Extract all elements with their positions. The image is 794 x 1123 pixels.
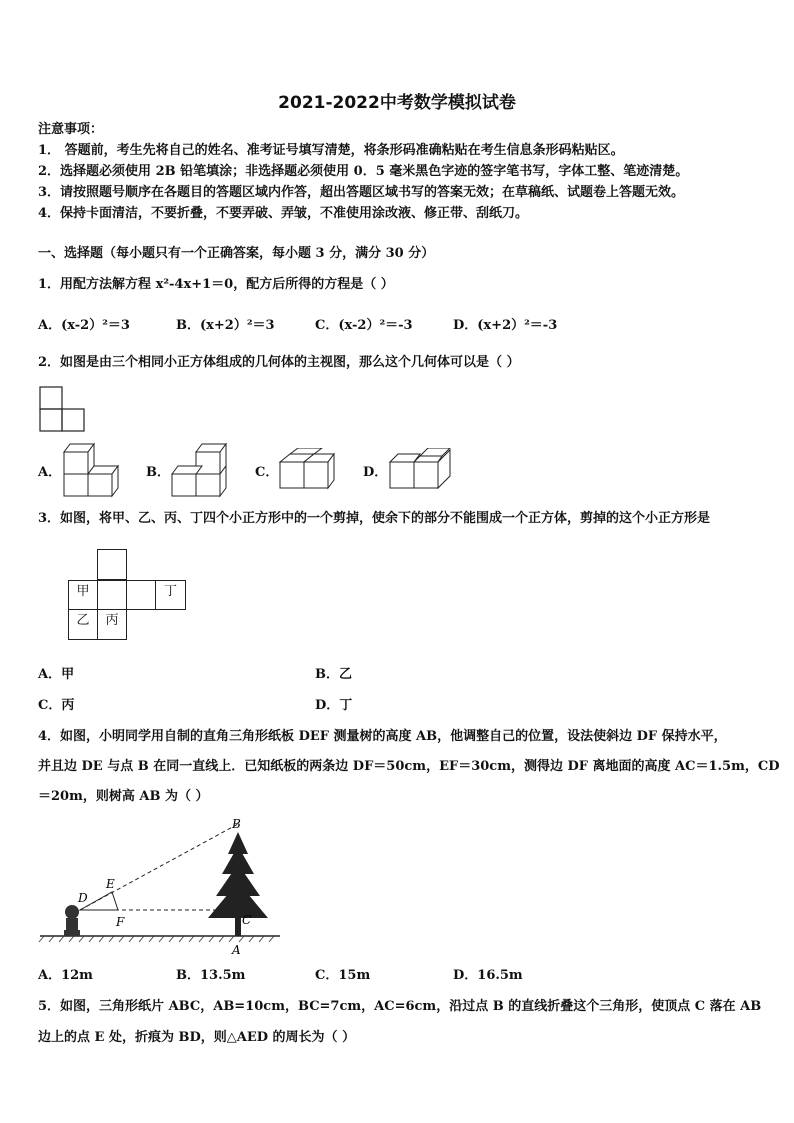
notice-item: 2．选择题必须使用 2B 铅笔填涂；非选择题必须使用 0．5 毫米黑色字迹的签字笔书写，字体工整、笔迹清楚。 (38, 164, 689, 179)
net-square-bing: 丙 (97, 609, 127, 640)
question-1-stem: 1．用配方法解方程 x²-4x+1＝0，配方后所得的方程是（ ） (38, 277, 394, 292)
q2-solid-c (276, 448, 338, 496)
q2-option-c: C． (255, 465, 279, 480)
net-square-jia: 甲 (68, 580, 98, 610)
q3-option-b: B．乙 (315, 667, 352, 682)
notice-item: 3．请按照题号顺序在各题目的答题区域内作答，超出答题区域书写的答案无效；在草稿纸、试题卷上答题无效。 (38, 185, 685, 200)
page-title: 2021-2022中考数学模拟试卷 (278, 93, 516, 113)
q4-option-c: C．15m (315, 968, 371, 983)
label-c: C (242, 913, 252, 927)
q1-option-d: D．(x+2）²＝-3 (453, 318, 558, 333)
question-5-stem-line: 5．如图，三角形纸片 ABC，AB=10cm，BC=7cm，AC=6cm，沿过点 B 的直线折叠这个三角形，使顶点 C 落在 AB (38, 999, 762, 1014)
q2-option-d: D． (363, 465, 388, 480)
question-4-stem-line: ＝20m，则树高 AB 为（ ） (38, 789, 209, 804)
q3-option-d: D．丁 (315, 698, 353, 713)
q4-option-d: D．16.5m (453, 968, 523, 983)
q2-solid-b (168, 440, 230, 498)
question-2-stem: 2．如图是由三个相同小正方体组成的几何体的主视图，那么这个几何体可以是（ ） (38, 355, 520, 370)
q3-option-a: A．甲 (38, 667, 75, 682)
q1-option-c: C．(x-2）²＝-3 (315, 318, 413, 333)
section-heading: 一、选择题（每小题只有一个正确答案，每小题 3 分，满分 30 分） (38, 246, 435, 261)
q2-solid-a (60, 440, 122, 498)
label-a: A (232, 943, 241, 957)
label-b: B (232, 817, 241, 831)
notice-item: 1． 答题前，考生先将自己的姓名、准考证号填写清楚，将条形码准确粘贴在考生信息条形码粘贴区。 (38, 143, 624, 158)
tree-measurement-figure (36, 812, 286, 960)
question-4-stem-line: 并且边 DE 与点 B 在同一直线上．已知纸板的两条边 DF＝50cm，EF＝30cm，测得边 DF 离地面的高度 AC＝1.5m，CD (38, 759, 780, 774)
label-f: F (116, 915, 125, 929)
net-square (97, 549, 127, 580)
net-square (97, 580, 127, 610)
net-square-yi: 乙 (68, 609, 98, 640)
q2-option-b: B． (146, 465, 170, 480)
q1-option-b: B．(x+2）²＝3 (176, 318, 275, 333)
question-3-stem: 3．如图，将甲、乙、丙、丁四个小正方形中的一个剪掉，使余下的部分不能围成一个正方体，剪掉的这个小正方形是 (38, 511, 711, 526)
net-square (126, 580, 156, 610)
question-5-stem-line: 边上的点 E 处，折痕为 BD，则△AED 的周长为（ ） (38, 1030, 356, 1045)
q1-option-a: A．(x-2）²＝3 (38, 318, 130, 333)
question-4-stem-line: 4．如图，小明同学用自制的直角三角形纸板 DEF 测量树的高度 AB，他调整自己的位置，设法使斜边 DF 保持水平， (38, 729, 727, 744)
q2-solid-d (386, 448, 454, 496)
label-e: E (106, 877, 115, 891)
notice-item: 4．保持卡面清洁，不要折叠，不要弄破、弄皱，不准使用涂改液、修正带、刮纸刀。 (38, 206, 529, 221)
q4-option-b: B．13.5m (176, 968, 246, 983)
q3-option-c: C．丙 (38, 698, 75, 713)
net-square-ding: 丁 (155, 580, 186, 610)
notice-heading: 注意事项： (38, 122, 104, 137)
label-d: D (78, 891, 88, 905)
q4-option-a: A．12m (38, 968, 93, 983)
front-view-figure (38, 385, 88, 435)
q2-option-a: A． (38, 465, 62, 480)
